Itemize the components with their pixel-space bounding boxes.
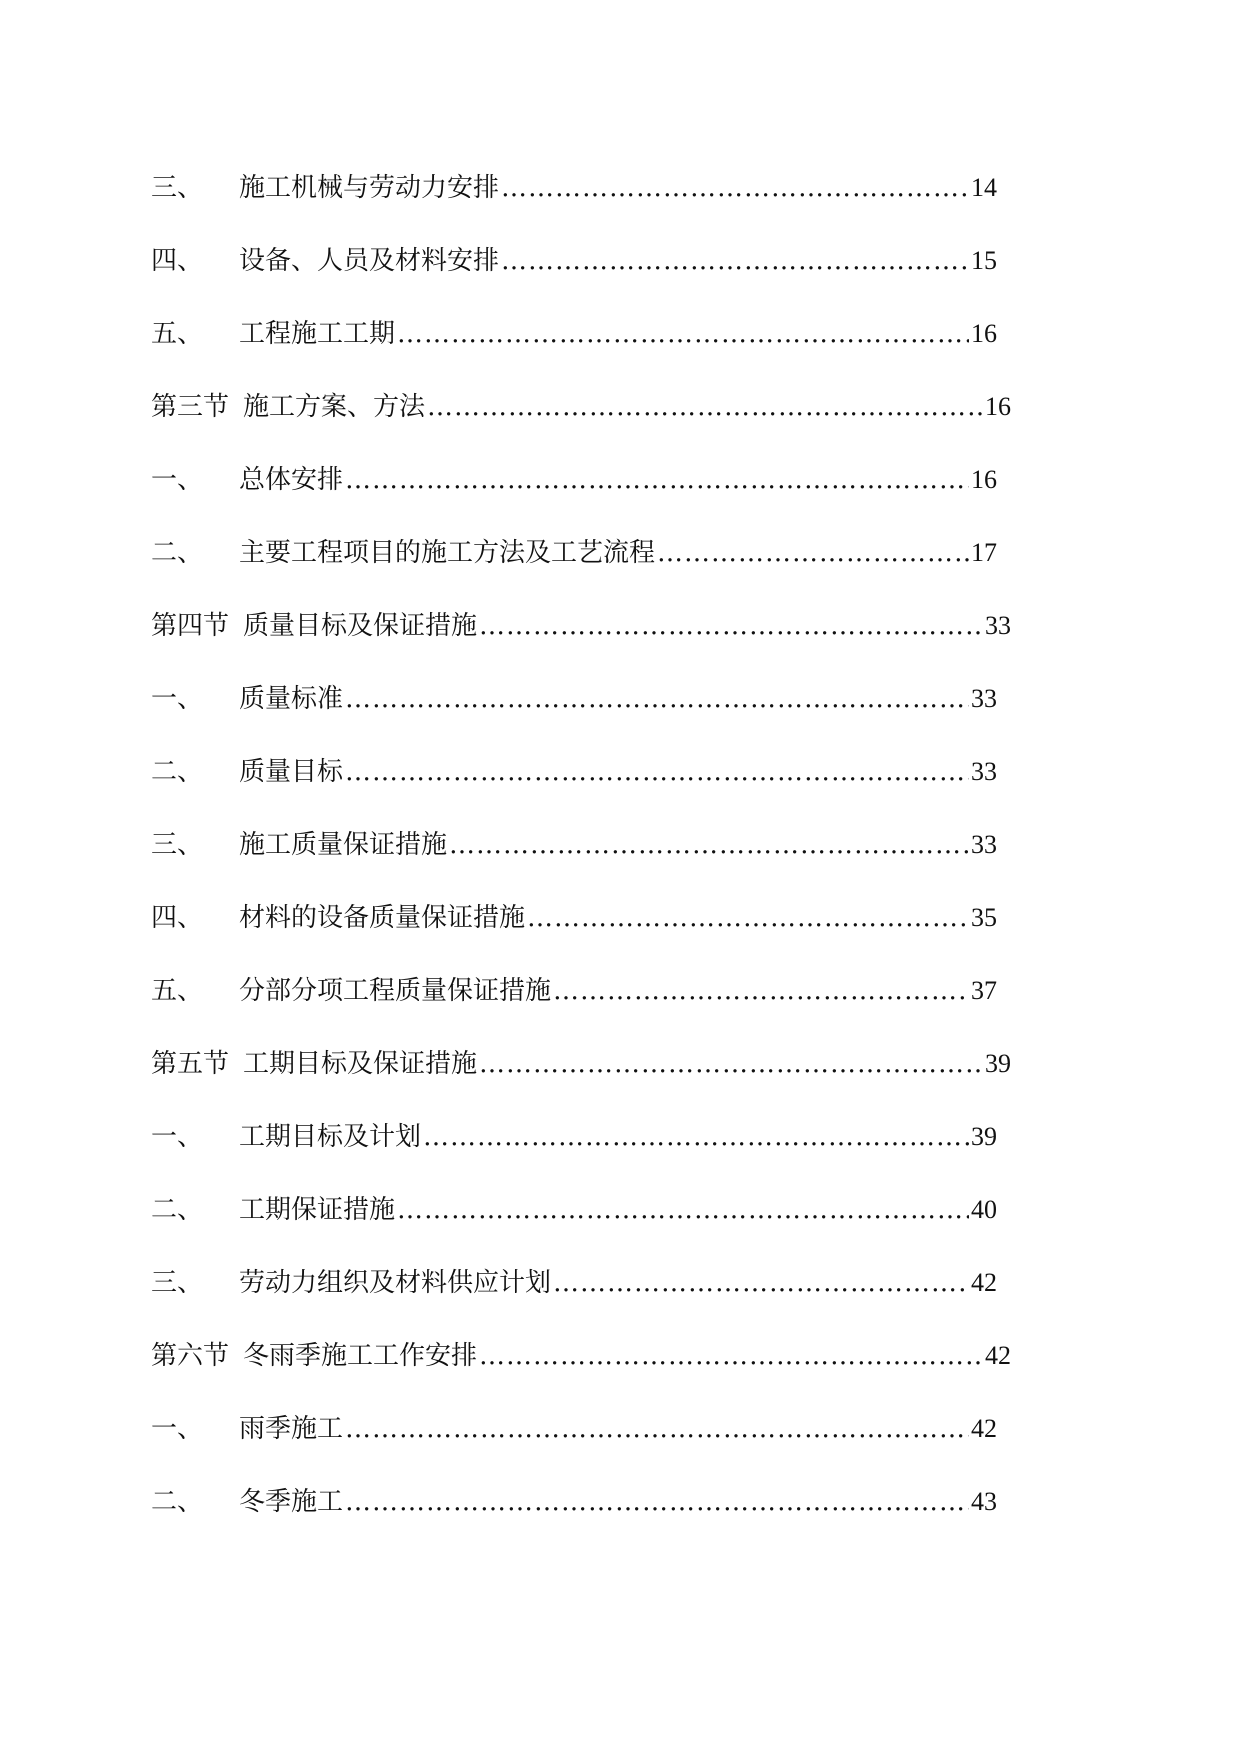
toc-entry-title: 主要工程项目的施工方法及工艺流程 [239, 538, 656, 568]
toc-entry-title: 总体安排 [239, 465, 344, 495]
toc-entry-title: 冬季施工 [239, 1487, 344, 1517]
dot-leader [501, 168, 969, 208]
dot-leader [553, 971, 969, 1011]
toc-entry-title: 质量目标 [239, 757, 344, 787]
toc-entry-page: 42 [971, 1414, 997, 1443]
toc-entry-title: 施工质量保证措施 [239, 830, 448, 860]
toc-section-number: 第四节 [151, 611, 230, 641]
toc-entry-page: 39 [971, 1122, 997, 1151]
toc-entry[interactable] [151, 460, 1011, 533]
toc-entry[interactable] [151, 1482, 1011, 1555]
toc-entry-number: 一、 [151, 1414, 204, 1444]
toc-section-number: 第六节 [151, 1341, 230, 1371]
toc-entry-number: 四、 [151, 903, 204, 933]
toc-entry[interactable] [151, 971, 1011, 1044]
dot-leader [345, 460, 969, 500]
dot-leader [527, 898, 969, 938]
toc-entry-number: 三、 [151, 1268, 204, 1298]
toc-entry-number: 五、 [151, 319, 204, 349]
toc-section-number: 第五节 [151, 1049, 230, 1079]
toc-section-title: 施工方案、方法 [243, 392, 426, 422]
toc-entry[interactable] [151, 825, 1011, 898]
toc-entry-title: 雨季施工 [239, 1414, 344, 1444]
toc-section-title: 质量目标及保证措施 [243, 611, 478, 641]
toc-entry-page: 16 [971, 465, 997, 494]
dot-leader [345, 1482, 969, 1522]
toc-entry-number: 一、 [151, 465, 204, 495]
toc-section-title: 冬雨季施工工作安排 [243, 1341, 478, 1371]
toc-entry[interactable] [151, 1409, 1011, 1482]
toc-entry-page: 43 [971, 1487, 997, 1516]
table-of-contents [151, 168, 1011, 1555]
toc-section-title: 工期目标及保证措施 [243, 1049, 478, 1079]
toc-entry-number: 一、 [151, 1122, 204, 1152]
toc-entry[interactable] [151, 1117, 1011, 1190]
dot-leader [345, 752, 969, 792]
toc-section-entry[interactable] [151, 1044, 1011, 1117]
toc-entry-number: 三、 [151, 173, 204, 203]
toc-entry-title: 质量标准 [239, 684, 344, 714]
dot-leader [657, 533, 969, 573]
toc-entry-number: 二、 [151, 538, 204, 568]
dot-leader [501, 241, 969, 281]
toc-entry-page: 33 [971, 684, 997, 713]
toc-entry[interactable] [151, 314, 1011, 387]
toc-entry-title: 材料的设备质量保证措施 [239, 903, 526, 933]
toc-entry[interactable] [151, 168, 1011, 241]
toc-entry-page: 33 [971, 830, 997, 859]
toc-entry[interactable] [151, 1190, 1011, 1263]
toc-section-page: 16 [985, 392, 1011, 421]
toc-section-page: 39 [985, 1049, 1011, 1078]
toc-entry-title: 工期目标及计划 [239, 1122, 422, 1152]
toc-entry[interactable] [151, 898, 1011, 971]
toc-entry-title: 分部分项工程质量保证措施 [239, 976, 552, 1006]
toc-entry-title: 工程施工工期 [239, 319, 396, 349]
toc-entry-page: 17 [971, 538, 997, 567]
toc-entry-title: 工期保证措施 [239, 1195, 396, 1225]
toc-entry-number: 五、 [151, 976, 204, 1006]
toc-entry-number: 一、 [151, 684, 204, 714]
toc-entry-title: 设备、人员及材料安排 [239, 246, 500, 276]
toc-entry-page: 15 [971, 246, 997, 275]
toc-entry[interactable] [151, 1263, 1011, 1336]
toc-entry[interactable] [151, 533, 1011, 606]
toc-section-number: 第三节 [151, 392, 230, 422]
toc-entry-page: 33 [971, 757, 997, 786]
toc-entry[interactable] [151, 752, 1011, 825]
toc-section-entry[interactable] [151, 606, 1011, 679]
toc-entry-page: 35 [971, 903, 997, 932]
toc-entry[interactable] [151, 241, 1011, 314]
toc-entry-page: 14 [971, 173, 997, 202]
dot-leader [479, 1044, 983, 1084]
dot-leader [345, 679, 969, 719]
dot-leader [423, 1117, 969, 1157]
dot-leader [479, 606, 983, 646]
dot-leader [449, 825, 969, 865]
toc-entry-page: 37 [971, 976, 997, 1005]
toc-entry-title: 施工机械与劳动力安排 [239, 173, 500, 203]
toc-section-page: 42 [985, 1341, 1011, 1370]
toc-entry-page: 40 [971, 1195, 997, 1224]
toc-entry-number: 三、 [151, 830, 204, 860]
toc-entry-number: 四、 [151, 246, 204, 276]
toc-section-entry[interactable] [151, 387, 1011, 460]
dot-leader [553, 1263, 969, 1303]
toc-entry-page: 42 [971, 1268, 997, 1297]
toc-section-entry[interactable] [151, 1336, 1011, 1409]
dot-leader [397, 1190, 969, 1230]
toc-section-page: 33 [985, 611, 1011, 640]
toc-entry[interactable] [151, 679, 1011, 752]
dot-leader [479, 1336, 983, 1376]
dot-leader [397, 314, 969, 354]
toc-entry-number: 二、 [151, 757, 204, 787]
toc-entry-number: 二、 [151, 1487, 204, 1517]
dot-leader [345, 1409, 969, 1449]
dot-leader [427, 387, 983, 427]
toc-entry-title: 劳动力组织及材料供应计划 [239, 1268, 552, 1298]
toc-entry-number: 二、 [151, 1195, 204, 1225]
toc-entry-page: 16 [971, 319, 997, 348]
